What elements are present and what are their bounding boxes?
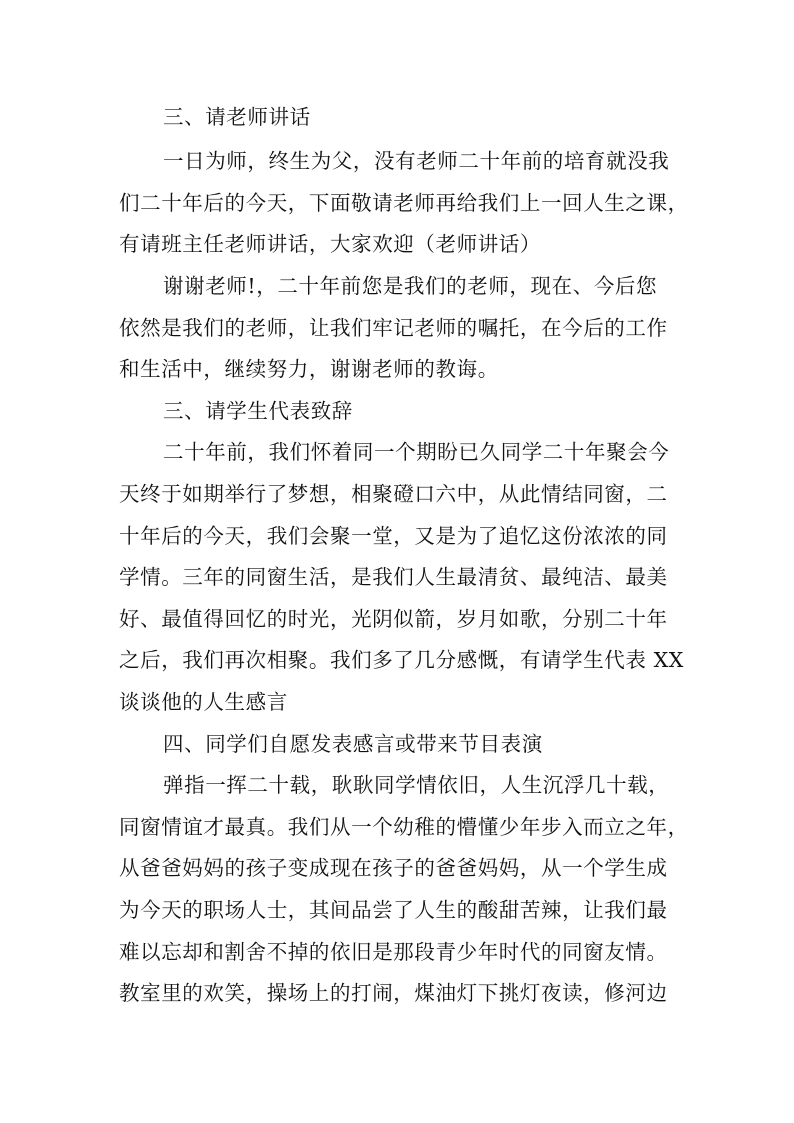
paragraph-line: 一日为师，终生为父，没有老师二十年前的培育就没我 xyxy=(163,149,670,173)
paragraph-line: 弹指一挥二十载，耿耿同学情依旧，人生沉浮几十载， xyxy=(163,773,670,797)
paragraph-line: 谢谢老师!，二十年前您是我们的老师，现在、今后您 xyxy=(163,274,658,298)
paragraph-line: 二十年前，我们怀着同一个期盼已久同学二十年聚会今 xyxy=(163,440,670,464)
paragraph-line: 之后，我们再次相聚。我们多了几分感慨，有请学生代表 XX xyxy=(119,648,685,672)
paragraph-line: 天终于如期举行了梦想，相聚磴口六中，从此情结同窗，二 xyxy=(119,482,668,506)
paragraph-line: 从爸爸妈妈的孩子变成现在孩子的爸爸妈妈，从一个学生成 xyxy=(119,856,668,880)
section-heading-teacher-speech: 三、请老师讲话 xyxy=(163,105,311,129)
paragraph-line: 为今天的职场人士，其间品尝了人生的酸甜苦辣，让我们最 xyxy=(119,898,668,922)
section-heading-classmate-performances: 四、同学们自愿发表感言或带来节目表演 xyxy=(163,732,543,756)
paragraph-line: 谈谈他的人生感言 xyxy=(119,690,288,714)
paragraph-line: 和生活中，继续努力，谢谢老师的教诲。 xyxy=(119,357,499,381)
paragraph-line: 十年后的今天，我们会聚一堂，又是为了追忆这份浓浓的同 xyxy=(119,524,668,548)
paragraph-line: 学情。三年的同窗生活，是我们人生最清贫、最纯洁、最美 xyxy=(119,565,668,589)
paragraph-line: 难以忘却和割舍不掉的依旧是那段青少年时代的同窗友情。 xyxy=(119,940,668,964)
paragraph-line: 教室里的欢笑，操场上的打闹，煤油灯下挑灯夜读，修河边 xyxy=(119,981,668,1005)
paragraph-line: 依然是我们的老师，让我们牢记老师的嘱托，在今后的工作 xyxy=(119,316,668,340)
paragraph-line: 同窗情谊才最真。我们从一个幼稚的懵懂少年步入而立之年， xyxy=(119,815,689,839)
section-heading-student-speech: 三、请学生代表致辞 xyxy=(163,399,353,423)
paragraph-line: 有请班主任老师讲话，大家欢迎（老师讲话） xyxy=(119,232,541,256)
paragraph-line: 好、最值得回忆的时光，光阴似箭，岁月如歌，分别二十年 xyxy=(119,607,668,631)
paragraph-line: 们二十年后的今天，下面敬请老师再给我们上一回人生之课， xyxy=(119,191,689,215)
